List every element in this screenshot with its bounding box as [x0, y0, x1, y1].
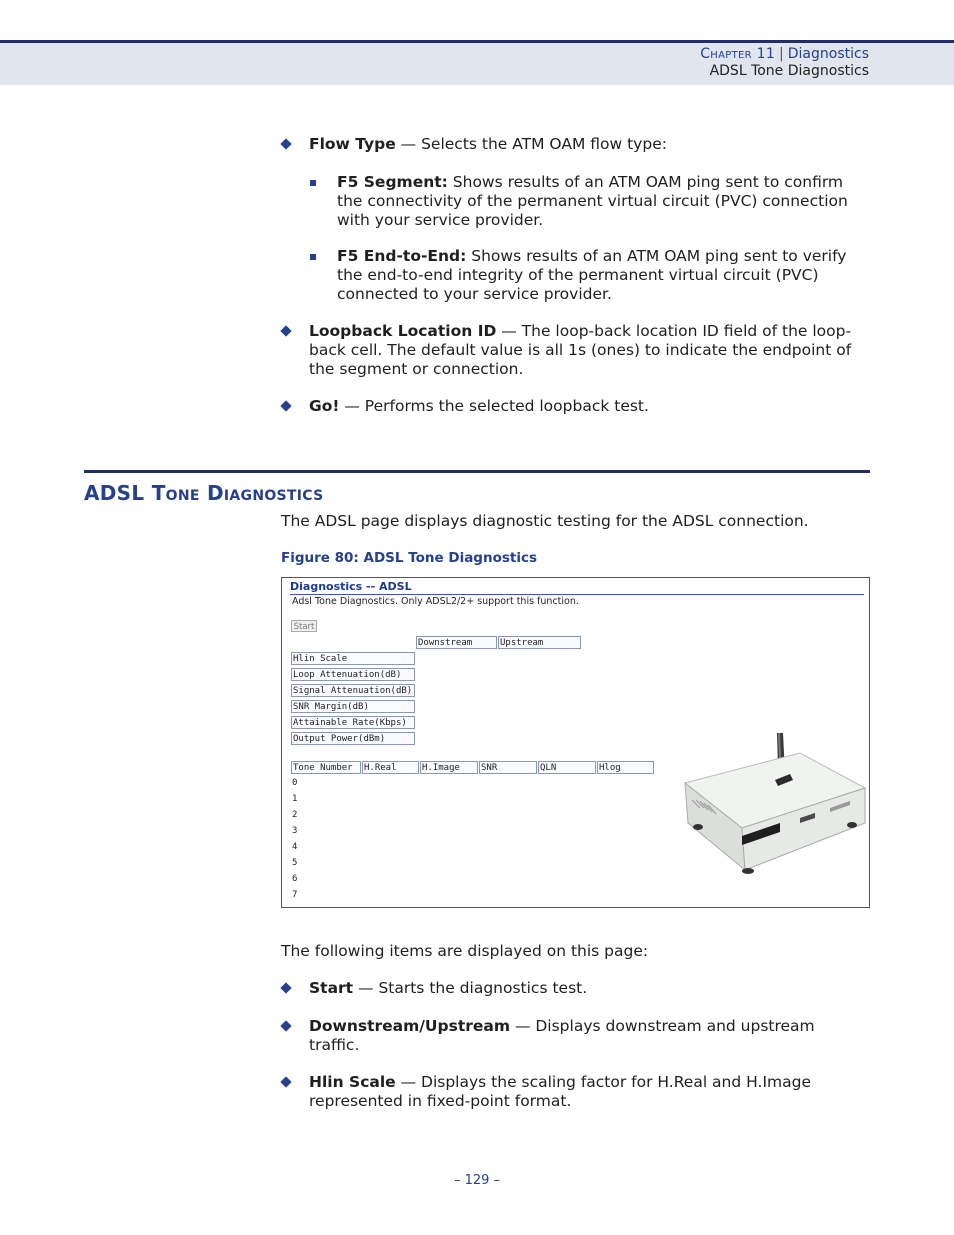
hlin-desc: — Displays the scaling factor for H.Real and H.Image represented in fixed-point format. [309, 1073, 811, 1110]
flow-type-item [309, 135, 869, 154]
page-number: – 129 – [453, 1173, 501, 1188]
go-term: Go! [309, 397, 340, 415]
row-label-attainable-rate: Attainable Rate(Kbps) [291, 716, 415, 729]
bullet-square-icon [310, 254, 316, 260]
f5-end-item [337, 247, 869, 304]
flow-type-desc: — Selects the ATM OAM flow type: [395, 135, 667, 153]
start-item [309, 979, 869, 998]
header-separator: | [779, 46, 784, 62]
tone-number: 2 [292, 810, 298, 820]
bullet-diamond-icon [280, 400, 291, 411]
bullet-diamond-icon [280, 138, 291, 149]
tone-number: 6 [292, 874, 298, 884]
start-desc: — Starts the diagnostics test. [353, 979, 588, 997]
row-label-hlin-scale: Hlin Scale [291, 652, 415, 665]
tone-header-hreal: H.Real [362, 761, 419, 774]
tone-number: 7 [292, 890, 298, 900]
figure-screenshot [281, 577, 870, 908]
f5-segment-term: F5 Segment: [337, 173, 448, 191]
f5-segment-desc: Shows results of an ATM OAM ping sent to confirm the connectivity of the permanent virtual circuit (PVC) connection with your service provider. [337, 173, 848, 229]
hlin-term: Hlin Scale [309, 1073, 396, 1091]
downstream-header: Downstream [416, 636, 497, 649]
row-label-output-power: Output Power(dBm) [291, 732, 415, 745]
tone-number: 3 [292, 826, 298, 836]
row-label-signal-attenuation: Signal Attenuation(dB) [291, 684, 415, 697]
figure-ui-subtitle: Adsl Tone Diagnostics. Only ADSL2/2+ support this function. [292, 596, 579, 607]
tone-header-himage: H.Image [420, 761, 478, 774]
tone-number: 5 [292, 858, 298, 868]
row-label-loop-attenuation: Loop Attenuation(dB) [291, 668, 415, 681]
figure-ui-title: Diagnostics -- ADSL [290, 580, 412, 593]
tone-header-snr: SNR [479, 761, 537, 774]
running-header [700, 46, 869, 80]
downup-term: Downstream/Upstream [309, 1017, 511, 1035]
bullet-diamond-icon [280, 325, 291, 336]
go-desc: — Performs the selected loopback test. [339, 397, 649, 415]
figure-caption: Figure 80: ADSL Tone Diagnostics [281, 550, 538, 566]
row-label-snr-margin: SNR Margin(dB) [291, 700, 415, 713]
start-term: Start [309, 979, 354, 997]
loopback-term: Loopback Location ID [309, 322, 497, 340]
chapter-label: Chapter 11 [700, 46, 776, 62]
f5-end-term: F5 End-to-End: [337, 247, 467, 265]
bullet-diamond-icon [280, 1076, 291, 1087]
chapter-title: Diagnostics [787, 46, 869, 62]
f5-segment-item [337, 173, 869, 230]
go-item [309, 397, 869, 416]
loopback-item [309, 322, 869, 379]
tone-header-number: Tone Number [291, 761, 361, 774]
section-rule [84, 470, 870, 473]
bullet-diamond-icon [280, 982, 291, 993]
flow-type-term: Flow Type [309, 135, 396, 153]
header-section-title: ADSL Tone Diagnostics [709, 63, 869, 79]
tone-header-hlog: Hlog [597, 761, 654, 774]
start-button[interactable]: Start [291, 620, 317, 632]
downup-item [309, 1017, 869, 1055]
tone-number: 4 [292, 842, 298, 852]
tone-number: 1 [292, 794, 298, 804]
figure-ui-title-rule [290, 594, 864, 595]
downup-desc: — Displays downstream and upstream traffic. [309, 1017, 815, 1054]
router-image [680, 728, 870, 906]
tone-header-qln: QLN [538, 761, 596, 774]
section-intro: The ADSL page displays diagnostic testing for the ADSL connection. [281, 512, 809, 530]
section-title: ADSL Tone Diagnostics [84, 481, 324, 505]
upstream-header: Upstream [498, 636, 581, 649]
bullet-square-icon [310, 180, 316, 186]
bullet-diamond-icon [280, 1020, 291, 1031]
hlin-item [309, 1073, 869, 1111]
tone-number: 0 [292, 778, 298, 788]
loopback-desc: — The loop-back location ID field of the loop-back cell. The default value is all 1s (ones) to indicate the endpoint of the segment or connection. [309, 322, 852, 378]
f5-end-desc: Shows results of an ATM OAM ping sent to verify the end-to-end integrity of the permanent virtual circuit (PVC) connected to your service provider. [337, 247, 847, 303]
following-intro: The following items are displayed on this page: [281, 942, 649, 960]
